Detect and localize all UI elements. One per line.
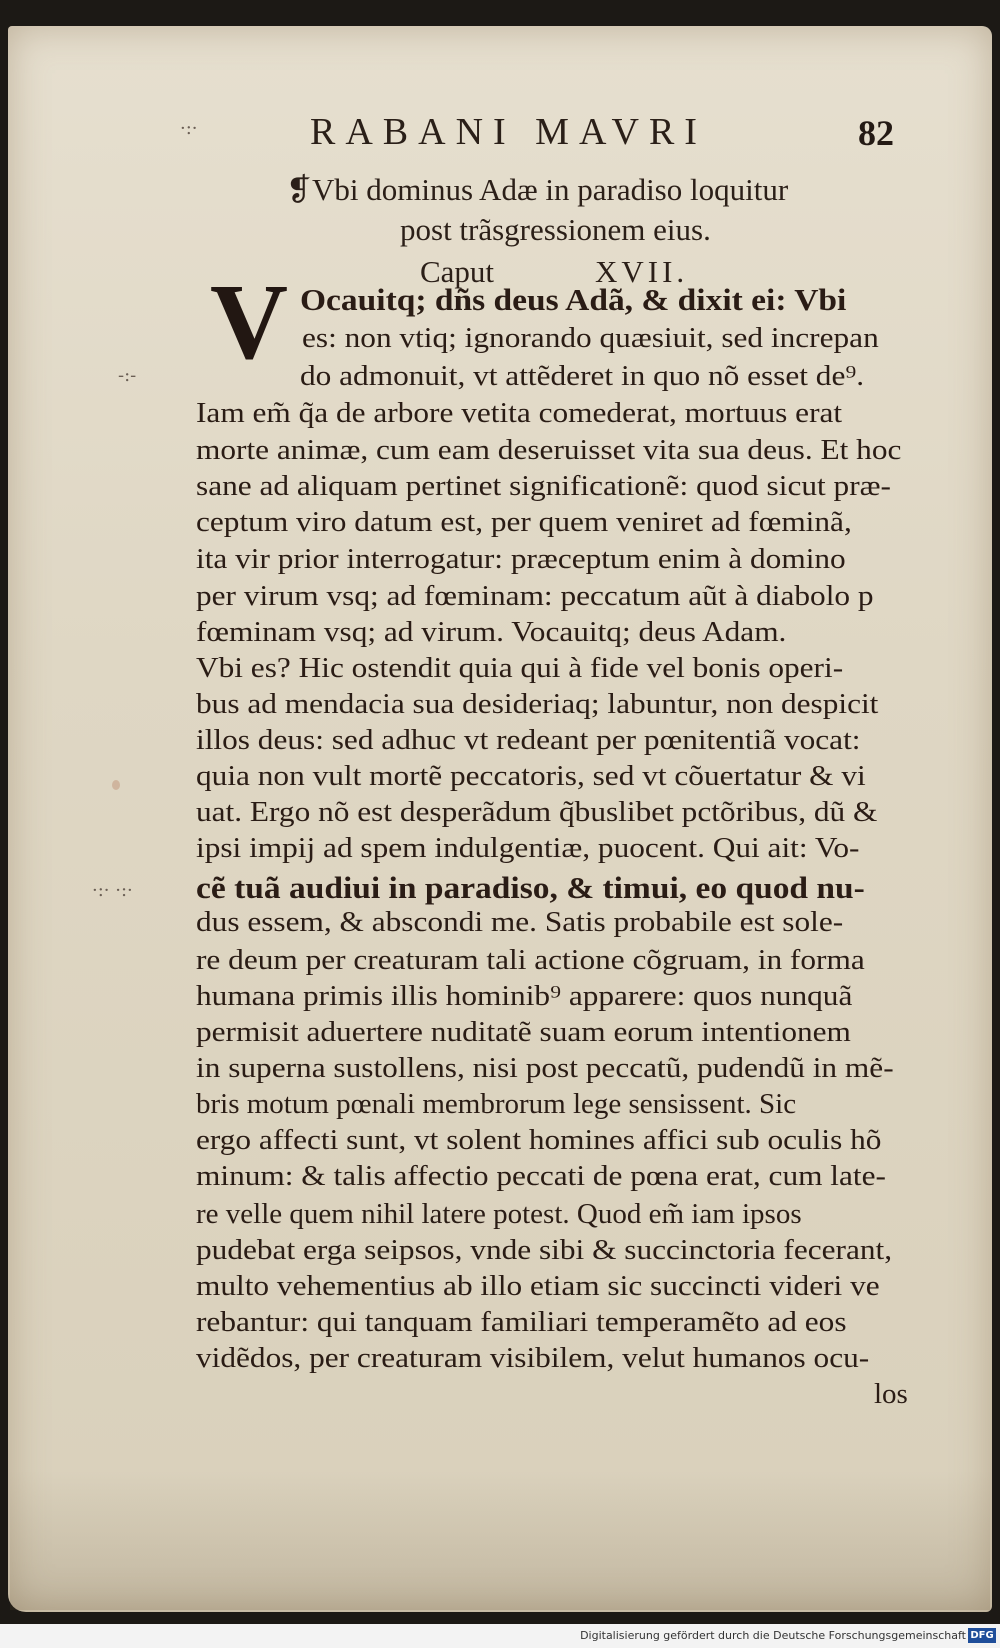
text-line: multo vehementius ab illo etiam sic succincti videri ve (196, 1270, 880, 1302)
text-line: ipsi impij ad spem indulgentiæ, puocent. Qui ait: Vo- (196, 832, 860, 864)
margin-mark: -:- (118, 365, 137, 386)
text-line: quia non vult mortẽ peccatoris, sed vt cõuertatur & vi (196, 760, 866, 792)
text-line: Vbi es? Hic ostendit quia qui à fide vel bonis operi- (196, 652, 844, 684)
text-line: morte animæ, cum eam deseruisset vita sua deus. Et hoc (196, 434, 902, 466)
text-line: Iam em̃ q̃a de arbore vetita comederat, mortuus erat (196, 397, 843, 429)
chapter-heading-line-1: ❡Vbi dominus Adæ in paradiso loquitur (286, 172, 789, 207)
drop-initial: V (210, 263, 288, 382)
text-line: cẽ tuã audiui in paradiso, & timui, eo quod nu- (196, 870, 865, 905)
text-line: los (874, 1378, 908, 1410)
text-line: illos deus: sed adhuc vt redeant per pœnitentiã vocat: (196, 724, 861, 756)
text-line: in superna sustollens, nisi post peccatũ, pudendũ in mẽ- (196, 1052, 894, 1084)
text-line: permisit aduertere nuditatẽ suam eorum intentionem (196, 1016, 851, 1048)
margin-mark: ·:· (180, 118, 198, 139)
chapter-heading-line-2: post trãsgressionem eius. (400, 212, 711, 247)
margin-mark: ·:· ·:· (92, 880, 133, 901)
text-line: pudebat erga seipsos, vnde sibi & succinctoria fecerant, (196, 1234, 893, 1266)
text-line: fœminam vsq; ad virum. Vocauitq; deus Adam. (196, 616, 787, 648)
text-line: ceptum viro datum est, per quem veniret ad fœminã, (196, 506, 852, 538)
text-line: dus essem, & abscondi me. Satis probabile est sole- (196, 906, 844, 938)
text-line: per virum vsq; ad fœminam: peccatum aũt à diabolo p (196, 580, 874, 612)
running-head: RABANI MAVRI (310, 111, 707, 153)
text-line: uat. Ergo nõ est desperãdum q̃buslibet pctõribus, dũ & (196, 796, 878, 828)
text-line: sane ad aliquam pertinet significationẽ: quod sicut præ- (196, 470, 891, 502)
text-line: ita vir prior interrogatur: præceptum enim à domino (196, 543, 846, 575)
text-line: do admonuit, vt attẽderet in quo nõ esset de⁹. (300, 360, 865, 392)
caput-label: Caput (420, 254, 495, 289)
text-line: vidẽdos, per creaturam visibilem, velut humanos ocu- (196, 1342, 870, 1374)
text-line: rebantur: qui tanquam familiari temperamẽto ad eos (196, 1306, 847, 1338)
text-line: re deum per creaturam tali actione cõgruam, in forma (196, 944, 865, 976)
text-line: Ocauitq; dñs deus Adã, & dixit ei: Vbi (300, 282, 847, 317)
text-line: bus ad mendacia sua desideriaq; labuntur, non despicit (196, 688, 879, 720)
folio-number: 82 (858, 113, 894, 153)
text-line: bris motum pœnali membrorum lege sensissent. Sic (196, 1088, 797, 1120)
chapter-number: XVII. (595, 254, 689, 289)
dfg-logo: DFG (968, 1628, 996, 1643)
text-line: ergo affecti sunt, vt solent homines affici sub oculis hõ (196, 1124, 882, 1156)
text-line: humana primis illis hominib⁹ apparere: quos nunquã (196, 980, 853, 1012)
text-line: minum: & talis affectio peccati de pœna erat, cum late- (196, 1160, 886, 1192)
text-line: re velle quem nihil latere potest. Quod em̃ iam ipsos (196, 1198, 802, 1230)
footer-credit: Digitalisierung gefördert durch die Deutsche Forschungsgemeinschaft (580, 1629, 966, 1642)
text-line: es: non vtiq; ignorando quæsiuit, sed increpan (302, 322, 879, 354)
